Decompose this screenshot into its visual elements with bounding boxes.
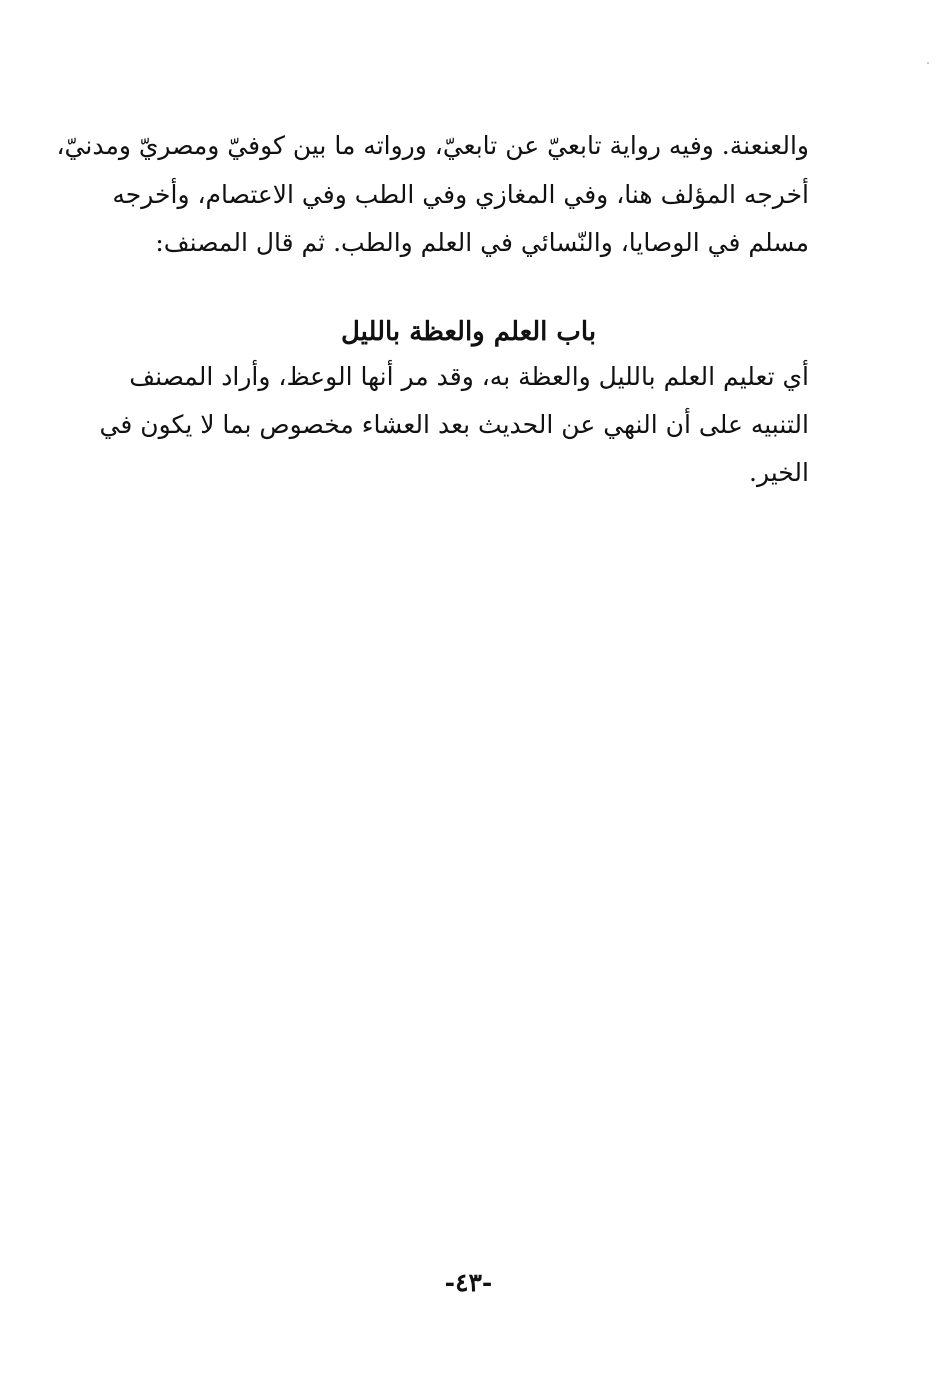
scan-speck bbox=[927, 62, 929, 64]
paragraph-line: أخرجه المؤلف هنا، وفي المغازي وفي الطب وفي الاعتصام، وأخرجه bbox=[112, 180, 809, 209]
chapter-heading: باب العلم والعظة بالليل bbox=[340, 317, 597, 347]
paragraph-line: الخير. bbox=[749, 458, 809, 487]
paragraph-line: مسلم في الوصايا، والنّسائي في العلم والطب. ثم قال المصنف: bbox=[155, 228, 809, 257]
paragraph-line: التنبيه على أن النهي عن الحديث بعد العشاء مخصوص بما لا يكون في bbox=[99, 410, 809, 439]
paragraph-line: أي تعليم العلم بالليل والعظة به، وقد مر أنها الوعظ، وأراد المصنف bbox=[129, 362, 809, 391]
paragraph-line: والعنعنة. وفيه رواية تابعيّ عن تابعيّ، ورواته ما بين كوفيّ ومصريّ ومدنيّ، bbox=[56, 131, 809, 160]
page-number: -٤٣- bbox=[444, 1268, 493, 1297]
